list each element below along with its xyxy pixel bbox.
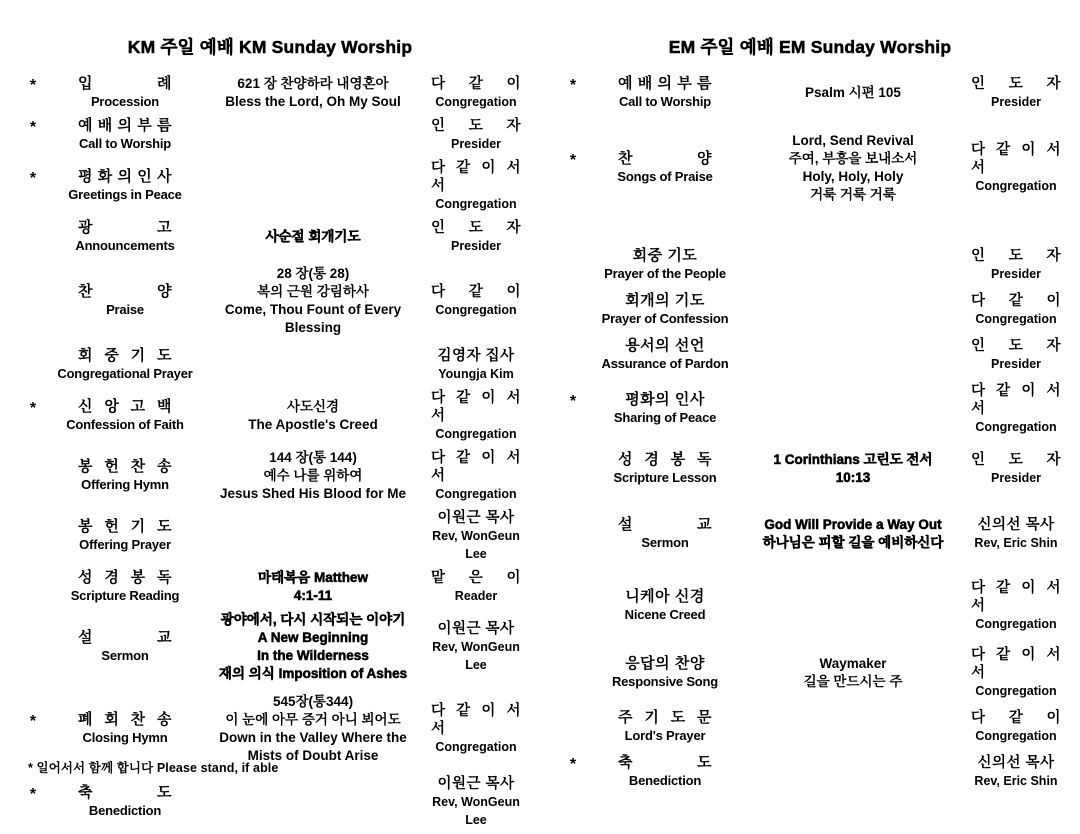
item-label-en: Benediction [628,773,702,788]
item-performer [962,754,1070,790]
worship-item-row [560,337,1070,373]
item-label-ko: 입 례 [78,75,172,92]
performer-ko: 다 같 이 서 서 [971,647,1061,681]
item-content [204,228,422,246]
item-label-en: Nicene Creed [624,607,706,622]
item-label-en: Congregational Prayer [57,366,193,381]
performer-ko: 인 도 자 [431,220,521,236]
performer-en: Rev, Eric Shin [974,536,1058,550]
item-label [46,784,204,820]
item-performer [422,775,530,829]
performer-ko: 인 도 자 [431,118,521,134]
item-performer [422,283,530,319]
performer-ko: 다 같 이 서 서 [971,383,1061,417]
item-label [586,391,744,427]
item-performer [962,709,1070,745]
em-worship-section [540,34,1080,790]
worship-item-row [20,693,530,765]
performer-en: Congregation [975,420,1057,434]
performer-ko: 인 도 자 [971,338,1061,354]
performer-en: Congregation [975,312,1057,326]
stand-asterisk: * [29,786,37,803]
item-performer [422,159,530,213]
item-label-en: Sharing of Peace [613,410,717,425]
item-label-ko: 찬 양 [78,283,172,300]
performer-en: Congregation [435,427,517,441]
item-label-ko: 신 앙 고 백 [78,398,172,415]
item-content-line: 마태복음 Matthew [258,570,368,585]
performer-en: Rev, WonGeun Lee [432,640,520,672]
stand-asterisk: * [29,119,37,136]
performer-en: Presider [450,239,502,253]
worship-item-row [20,611,530,683]
performer-en: Congregation [435,303,517,317]
worship-item-row [20,775,530,829]
performer-ko: 이원근 목사 [437,776,515,792]
worship-item-row [560,709,1070,745]
item-label-en: Call to Worship [78,136,172,151]
stand-asterisk: * [29,400,37,417]
performer-en: Presider [990,357,1042,371]
performer-en: Congregation [435,197,517,211]
item-label-ko: 폐 회 찬 송 [78,711,172,728]
item-label [586,337,744,373]
item-label-ko: 축 도 [618,754,712,771]
performer-ko: 다 같 이 [431,284,521,300]
item-label-en: Lord's Prayer [624,728,706,743]
item-label [46,168,204,204]
performer-en: Congregation [435,487,517,501]
item-label-en: Prayer of the People [604,266,726,281]
worship-item-row [20,449,530,503]
item-label-en: Praise [106,302,144,317]
item-content-line: 광야에서, 다시 시작되는 이야기 [220,612,406,627]
item-label-en: Responsive Song [611,674,719,689]
item-performer [962,292,1070,328]
worship-item-row [20,389,530,443]
item-label-en: Closing Hymn [82,730,168,745]
item-content-line: 거룩 거룩 거룩 [810,187,896,202]
item-label-ko: 성 경 봉 독 [78,569,172,586]
performer-ko: 맡 은 이 [431,570,521,586]
item-content [744,655,962,691]
item-content-line: 복의 근원 강림하사 [257,284,369,299]
performer-en: Presider [990,267,1042,281]
item-content [204,449,422,503]
worship-item-row [560,292,1070,328]
item-content [744,132,962,204]
performer-ko: 신의선 목사 [977,517,1055,533]
item-label [586,75,744,111]
item-content-line: 621 장 찬양하라 내영혼아 [237,76,389,91]
item-label-en: Songs of Praise [617,169,713,184]
item-content-line: Down in the Valley Where the [219,730,407,745]
item-content-line: Waymaker [819,656,887,671]
item-label-en: Announcements [75,238,175,253]
item-content-line: Lord, Send Revival [792,133,914,148]
item-content-line: 1 Corinthians 고린도 전서 [773,452,933,467]
item-label-en: Call to Worship [618,94,712,109]
item-label [586,655,744,691]
item-content-line: A New Beginning [257,630,369,645]
performer-en: Reader [454,589,498,603]
worship-item-row [20,265,530,337]
item-content-line: 10:13 [835,470,871,485]
item-content-line: 주여, 부흥을 보내소서 [788,151,918,166]
item-content [744,451,962,487]
worship-item-row [20,509,530,563]
item-content-line: Bless the Lord, Oh My Soul [225,94,401,109]
performer-ko: 다 같 이 서 서 [431,703,521,737]
item-performer [962,516,1070,552]
item-performer [422,389,530,443]
item-performer [422,569,530,605]
item-label-ko: 회중 기도 [632,247,698,264]
worship-item-row [560,382,1070,436]
worship-item-row [20,117,530,153]
item-content [744,84,962,102]
item-content-line: 사순절 회개기도 [265,229,361,244]
item-label-ko: 주 기 도 문 [618,709,712,726]
item-performer [962,646,1070,700]
performer-en: Presider [990,471,1042,485]
item-label [46,219,204,255]
item-content-line: 예수 나를 위하여 [263,468,363,483]
performer-ko: 인 도 자 [971,452,1061,468]
performer-ko: 다 같 이 서 서 [971,580,1061,614]
item-performer [962,337,1070,373]
performer-en: Rev, WonGeun Lee [432,529,520,561]
performer-en: Congregation [975,617,1057,631]
performer-en: Presider [990,95,1042,109]
item-label [586,516,744,552]
item-performer [962,451,1070,487]
performer-ko: 인 도 자 [971,248,1061,264]
item-content [204,75,422,111]
worship-item-row [560,516,1070,552]
item-content [204,265,422,337]
performer-ko: 다 같 이 [971,293,1061,309]
worship-item-row [20,159,530,213]
stand-asterisk: * [569,756,577,773]
item-performer [422,75,530,111]
item-label-en: Greetings in Peace [68,187,182,202]
performer-en: Rev, WonGeun Lee [432,795,520,827]
item-label [586,588,744,624]
item-label-ko: 회 중 기 도 [78,347,172,364]
item-label [586,754,744,790]
item-content-line: The Apostle's Creed [248,417,378,432]
item-content-line: God Will Provide a Way Out [764,517,942,532]
item-label [586,292,744,328]
item-label-en: Benediction [88,803,162,818]
item-performer [422,117,530,153]
worship-item-row [560,646,1070,700]
item-performer [962,382,1070,436]
item-content-line: Mists of Doubt Arise [247,748,379,763]
km-order-of-worship [0,75,540,829]
item-label-en: Procession [90,94,160,109]
item-label-ko: 평화의 인사 [625,391,705,408]
item-label-en: Sermon [101,648,149,663]
item-label [586,150,744,186]
worship-item-row [20,569,530,605]
item-label [46,283,204,319]
item-label-en: Prayer of Confession [601,311,729,326]
item-content-line: 길을 만드시는 주 [803,674,903,689]
performer-ko: 인 도 자 [971,76,1061,92]
performer-ko: 다 같 이 [431,76,521,92]
worship-item-row [560,247,1070,283]
worship-item-row [20,219,530,255]
item-label [586,451,744,487]
performer-en: Congregation [975,179,1057,193]
item-label-en: Offering Hymn [81,477,169,492]
item-label-en: Assurance of Pardon [601,356,729,371]
item-performer [422,347,530,383]
item-label-ko: 니케아 신경 [625,588,705,605]
item-label [46,518,204,554]
worship-item-row [560,451,1070,487]
em-section-title: EM 주일 예배 EM Sunday Worship [668,37,952,57]
item-content [204,611,422,683]
item-performer [422,702,530,756]
stand-asterisk: * [29,170,37,187]
item-performer [962,75,1070,111]
item-content-line: Jesus Shed His Blood for Me [219,486,407,501]
item-label [46,711,204,747]
item-label-en: Confession of Faith [66,417,184,432]
stand-asterisk: * [569,152,577,169]
stand-footnote: * 일어서서 함께 합니다 Please stand, if able [28,761,279,775]
item-label-ko: 응답의 찬양 [625,655,705,672]
item-content-line: 이 눈에 아무 증거 아니 뵈어도 [225,712,401,727]
item-performer [962,247,1070,283]
item-performer [962,141,1070,195]
item-performer [422,219,530,255]
item-performer [422,509,530,563]
performer-ko: 다 같 이 서 서 [971,142,1061,176]
performer-en: Presider [450,137,502,151]
item-performer [962,579,1070,633]
item-label-ko: 광 고 [78,219,172,236]
item-label [46,569,204,605]
item-label-ko: 예 배 의 부 름 [618,75,712,92]
worship-item-row [560,579,1070,633]
item-content-line: Come, Thou Fount of Every [224,302,402,317]
item-label [46,75,204,111]
performer-ko: 신의선 목사 [977,755,1055,771]
km-section-title: KM 주일 예배 KM Sunday Worship [127,37,413,57]
item-label [46,629,204,665]
worship-item-row [560,132,1070,204]
item-content-line: Holy, Holy, Holy [802,169,904,184]
item-content-line: 재의 의식 Imposition of Ashes [218,666,408,681]
item-label-ko: 성 경 봉 독 [618,451,712,468]
item-label [46,117,204,153]
stand-asterisk: * [29,713,37,730]
performer-ko: 다 같 이 서 서 [431,390,521,424]
item-label-ko: 축 도 [78,784,172,801]
performer-ko: 다 같 이 서 서 [431,160,521,194]
worship-item-row [20,347,530,383]
item-label [586,709,744,745]
item-label [46,458,204,494]
item-label-ko: 봉 헌 찬 송 [78,458,172,475]
item-content-line: Blessing [284,320,342,335]
em-order-of-worship [540,75,1080,790]
performer-en: Congregation [975,684,1057,698]
performer-ko: 다 같 이 [971,710,1061,726]
item-content-line: 사도신경 [286,399,340,414]
stand-asterisk: * [569,393,577,410]
item-label-ko: 용서의 선언 [625,337,705,354]
worship-item-row [560,754,1070,790]
performer-en: Youngja Kim [438,367,514,381]
item-label-ko: 예 배 의 부 름 [78,117,172,134]
km-worship-section [0,34,540,829]
item-label [46,398,204,434]
item-label-en: Scripture Lesson [613,470,717,485]
item-label-en: Sermon [641,535,689,550]
worship-item-row [560,75,1070,111]
item-label [46,347,204,383]
item-performer [422,620,530,674]
worship-item-row [20,75,530,111]
performer-ko: 김영자 집사 [437,348,515,364]
item-label-ko: 평 화 의 인 사 [78,168,172,185]
item-content [204,693,422,765]
item-label-ko: 봉 헌 기 도 [78,518,172,535]
item-label-ko: 찬 양 [618,150,712,167]
item-label-ko: 설 교 [618,516,712,533]
item-content-line: 28 장(통 28) [276,266,350,281]
item-content-line: 하나님은 피할 길을 예비하신다 [762,535,944,550]
item-content [204,569,422,605]
performer-en: Congregation [435,740,517,754]
performer-ko: 이원근 목사 [437,621,515,637]
stand-asterisk: * [29,77,37,94]
item-content [204,398,422,434]
item-performer [422,449,530,503]
performer-en: Rev, Eric Shin [974,774,1058,788]
item-content-line: 545장(통344) [272,694,354,709]
item-content-line: Psalm 시편 105 [805,85,901,100]
item-label-en: Offering Prayer [79,537,171,552]
item-label-ko: 회개의 기도 [625,292,705,309]
item-label [586,247,744,283]
item-content-line: In the Wilderness [257,648,369,663]
performer-ko: 다 같 이 서 서 [431,450,521,484]
item-content-line: 144 장(통 144) [269,450,357,465]
item-label-ko: 설 교 [78,629,172,646]
item-content [744,516,962,552]
item-label-en: Scripture Reading [70,588,180,603]
performer-en: Congregation [435,95,517,109]
performer-ko: 이원근 목사 [437,510,515,526]
performer-en: Congregation [975,729,1057,743]
stand-asterisk: * [569,77,577,94]
item-content-line: 4:1-11 [293,588,333,603]
